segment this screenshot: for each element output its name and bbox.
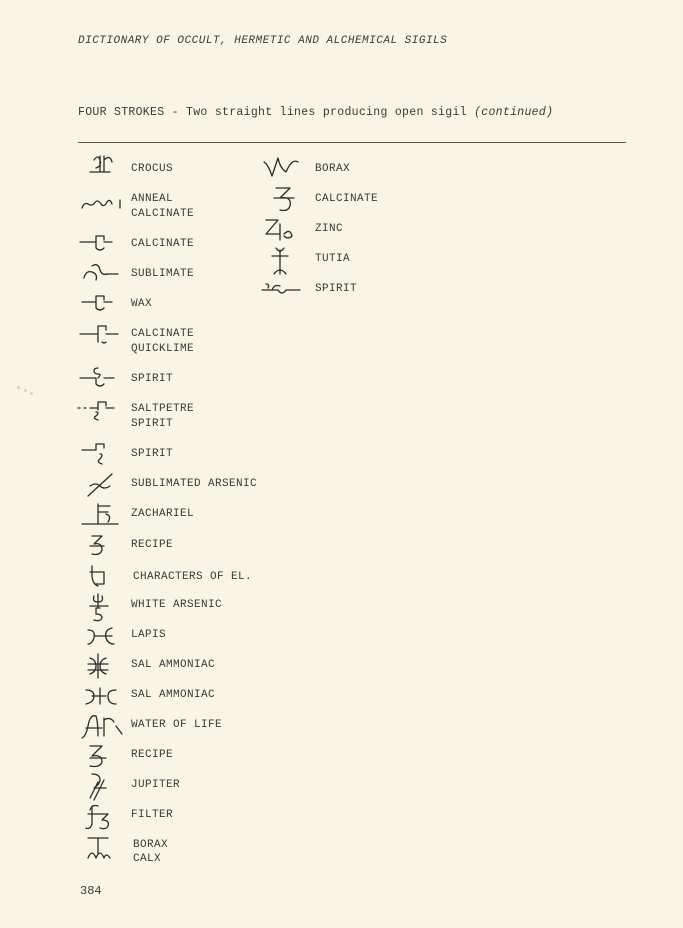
entry-label: WHITE ARSENIC — [131, 599, 223, 611]
entry-label: LAPIS — [131, 629, 167, 641]
entry-label: WATER OF LIFE — [131, 719, 223, 731]
sublimated-arsenic-sigil-icon — [76, 470, 132, 500]
borax-calx-sigil-icon — [76, 834, 132, 864]
entry-label: ANNEAL — [131, 193, 174, 205]
entry-label-line2: SPIRIT — [131, 418, 174, 430]
spirit-sigil-icon — [76, 440, 132, 470]
entry-label: SPIRIT — [131, 373, 174, 385]
entry-label: RECIPE — [131, 539, 174, 551]
characters-of-el-sigil-icon — [76, 562, 132, 592]
paper-blemish — [15, 382, 35, 396]
zinc-sigil-icon — [260, 216, 316, 246]
page-number: 384 — [80, 884, 102, 898]
entry-label: TUTIA — [315, 253, 351, 265]
entry-label: SAL AMMONIAC — [131, 689, 216, 701]
filter-sigil-icon — [76, 802, 132, 832]
zachariel-sigil-icon — [76, 500, 132, 530]
calcinate-sigil-icon — [262, 184, 318, 214]
entry-label: SPIRIT — [131, 448, 174, 460]
entry-label: ZACHARIEL — [131, 508, 195, 520]
white-arsenic-sigil-icon — [76, 592, 132, 622]
entry-label: WAX — [131, 298, 153, 310]
borax-sigil-icon — [260, 152, 316, 182]
recipe-sigil-icon — [76, 740, 132, 770]
continued-note: (continued) — [474, 106, 554, 119]
entry-label: SALTPETRE — [131, 403, 195, 415]
entry-label: SAL AMMONIAC — [131, 659, 216, 671]
entry-label: CALCINATE — [315, 193, 379, 205]
entry-label: SPIRIT — [315, 283, 358, 295]
section-heading — [78, 106, 553, 119]
entry-label-line2: CALX — [133, 853, 162, 865]
wax-sigil-icon — [78, 288, 134, 318]
entry-label-line2: QUICKLIME — [131, 343, 195, 355]
sal-ammoniac-sigil-icon — [76, 682, 132, 712]
entry-label-line2: CALCINATE — [131, 208, 195, 220]
recipe-sigil-icon — [76, 530, 132, 560]
entry-label: RECIPE — [131, 749, 174, 761]
entry-label: BORAX — [315, 163, 351, 175]
sal-ammoniac-sigil-icon — [76, 652, 132, 682]
jupiter-sigil-icon — [76, 772, 132, 802]
entry-label: FILTER — [131, 809, 174, 821]
entry-label: CALCINATE — [131, 238, 195, 250]
crocus-sigil-icon — [82, 152, 138, 182]
running-head: DICTIONARY OF OCCULT, HERMETIC AND ALCHEMICAL SIGILS — [78, 35, 448, 47]
entry-label: CROCUS — [131, 163, 174, 175]
entry-label: SUBLIMATED ARSENIC — [131, 478, 258, 490]
water-of-life-sigil-icon — [76, 710, 132, 740]
calcinate-quicklime-sigil-icon — [76, 320, 132, 350]
sublimate-sigil-icon — [78, 258, 134, 288]
lapis-sigil-icon — [76, 622, 132, 652]
entry-label: ZINC — [315, 223, 344, 235]
calcinate-sigil-icon — [76, 228, 132, 258]
anneal-sigil-icon — [80, 188, 136, 218]
entry-label: JUPITER — [131, 779, 181, 791]
entry-label: SUBLIMATE — [131, 268, 195, 280]
spirit-sigil-icon — [76, 364, 132, 394]
entry-label: CHARACTERS OF EL. — [133, 571, 253, 583]
section-heading-text: FOUR STROKES - Two straight lines producing open sigil — [78, 106, 467, 119]
entry-label: BORAX — [133, 839, 169, 851]
tutia-sigil-icon — [258, 246, 314, 276]
saltpetre-sigil-icon — [76, 394, 132, 424]
heading-rule — [78, 142, 626, 143]
spirit-sigil-icon — [256, 276, 312, 306]
entry-label: CALCINATE — [131, 328, 195, 340]
